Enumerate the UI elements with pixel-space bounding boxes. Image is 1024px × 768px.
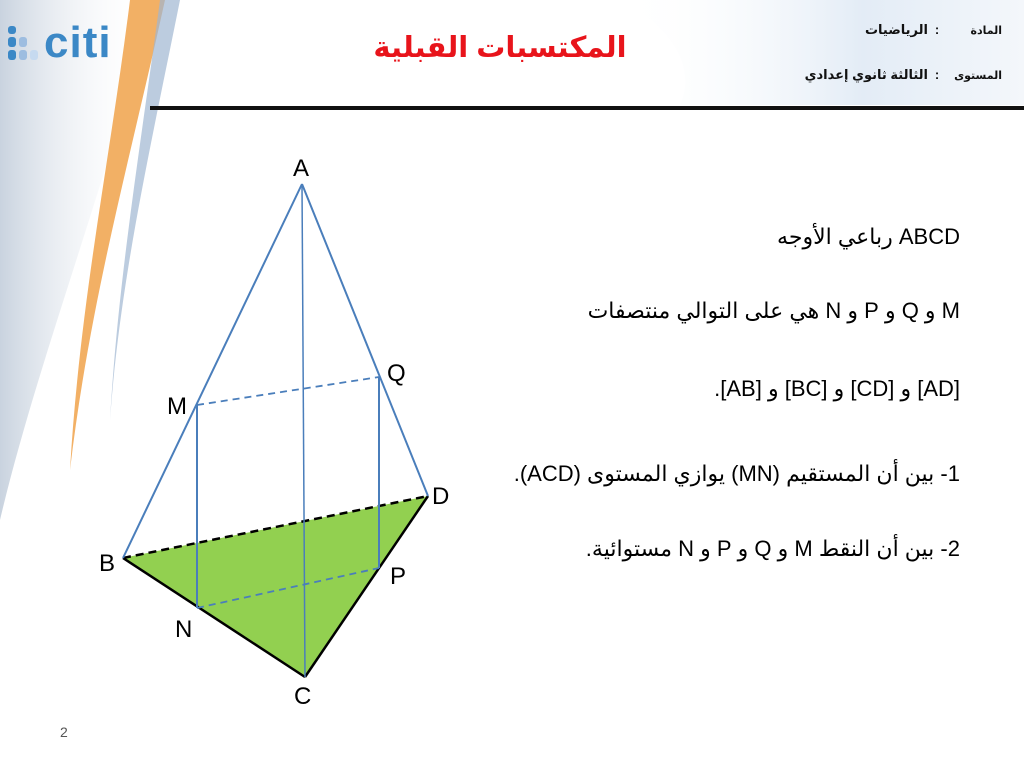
label-a: A: [293, 155, 310, 182]
statement-line-2: M و Q و P و N هي على التوالي منتصفات: [587, 298, 960, 323]
logo-text: citi: [44, 18, 112, 67]
label-p: P: [390, 563, 407, 590]
subject-label: المادة: [970, 25, 1002, 37]
page-number: 2: [60, 724, 68, 740]
level-value: الثالثة ثانوي إعدادي: [804, 67, 928, 82]
level-label: المستوى: [954, 70, 1002, 82]
question-2: 2- بين أن النقط M و Q و P و N مستوائية.: [585, 536, 960, 561]
subject-value: الرياضيات: [864, 22, 928, 37]
label-c: C: [294, 683, 312, 710]
level-colon: :: [934, 67, 940, 82]
statement-line-3: [AD] و [CD] و [BC] و [AB].: [714, 376, 960, 401]
label-b: B: [99, 550, 116, 577]
statement-line-1: ABCD رباعي الأوجه: [777, 224, 960, 249]
segment-mq-dashed: [197, 377, 379, 405]
subject-colon: :: [934, 22, 940, 37]
label-m: M: [167, 393, 187, 420]
page-title: المكتسبات القبلية: [373, 32, 627, 64]
edge-ab: [123, 184, 302, 558]
label-d: D: [432, 483, 450, 510]
edge-ad: [302, 184, 428, 496]
question-1: 1- بين أن المستقيم (MN) يوازي المستوى (ACD).: [513, 461, 960, 486]
label-q: Q: [387, 360, 406, 387]
label-n: N: [175, 616, 193, 643]
